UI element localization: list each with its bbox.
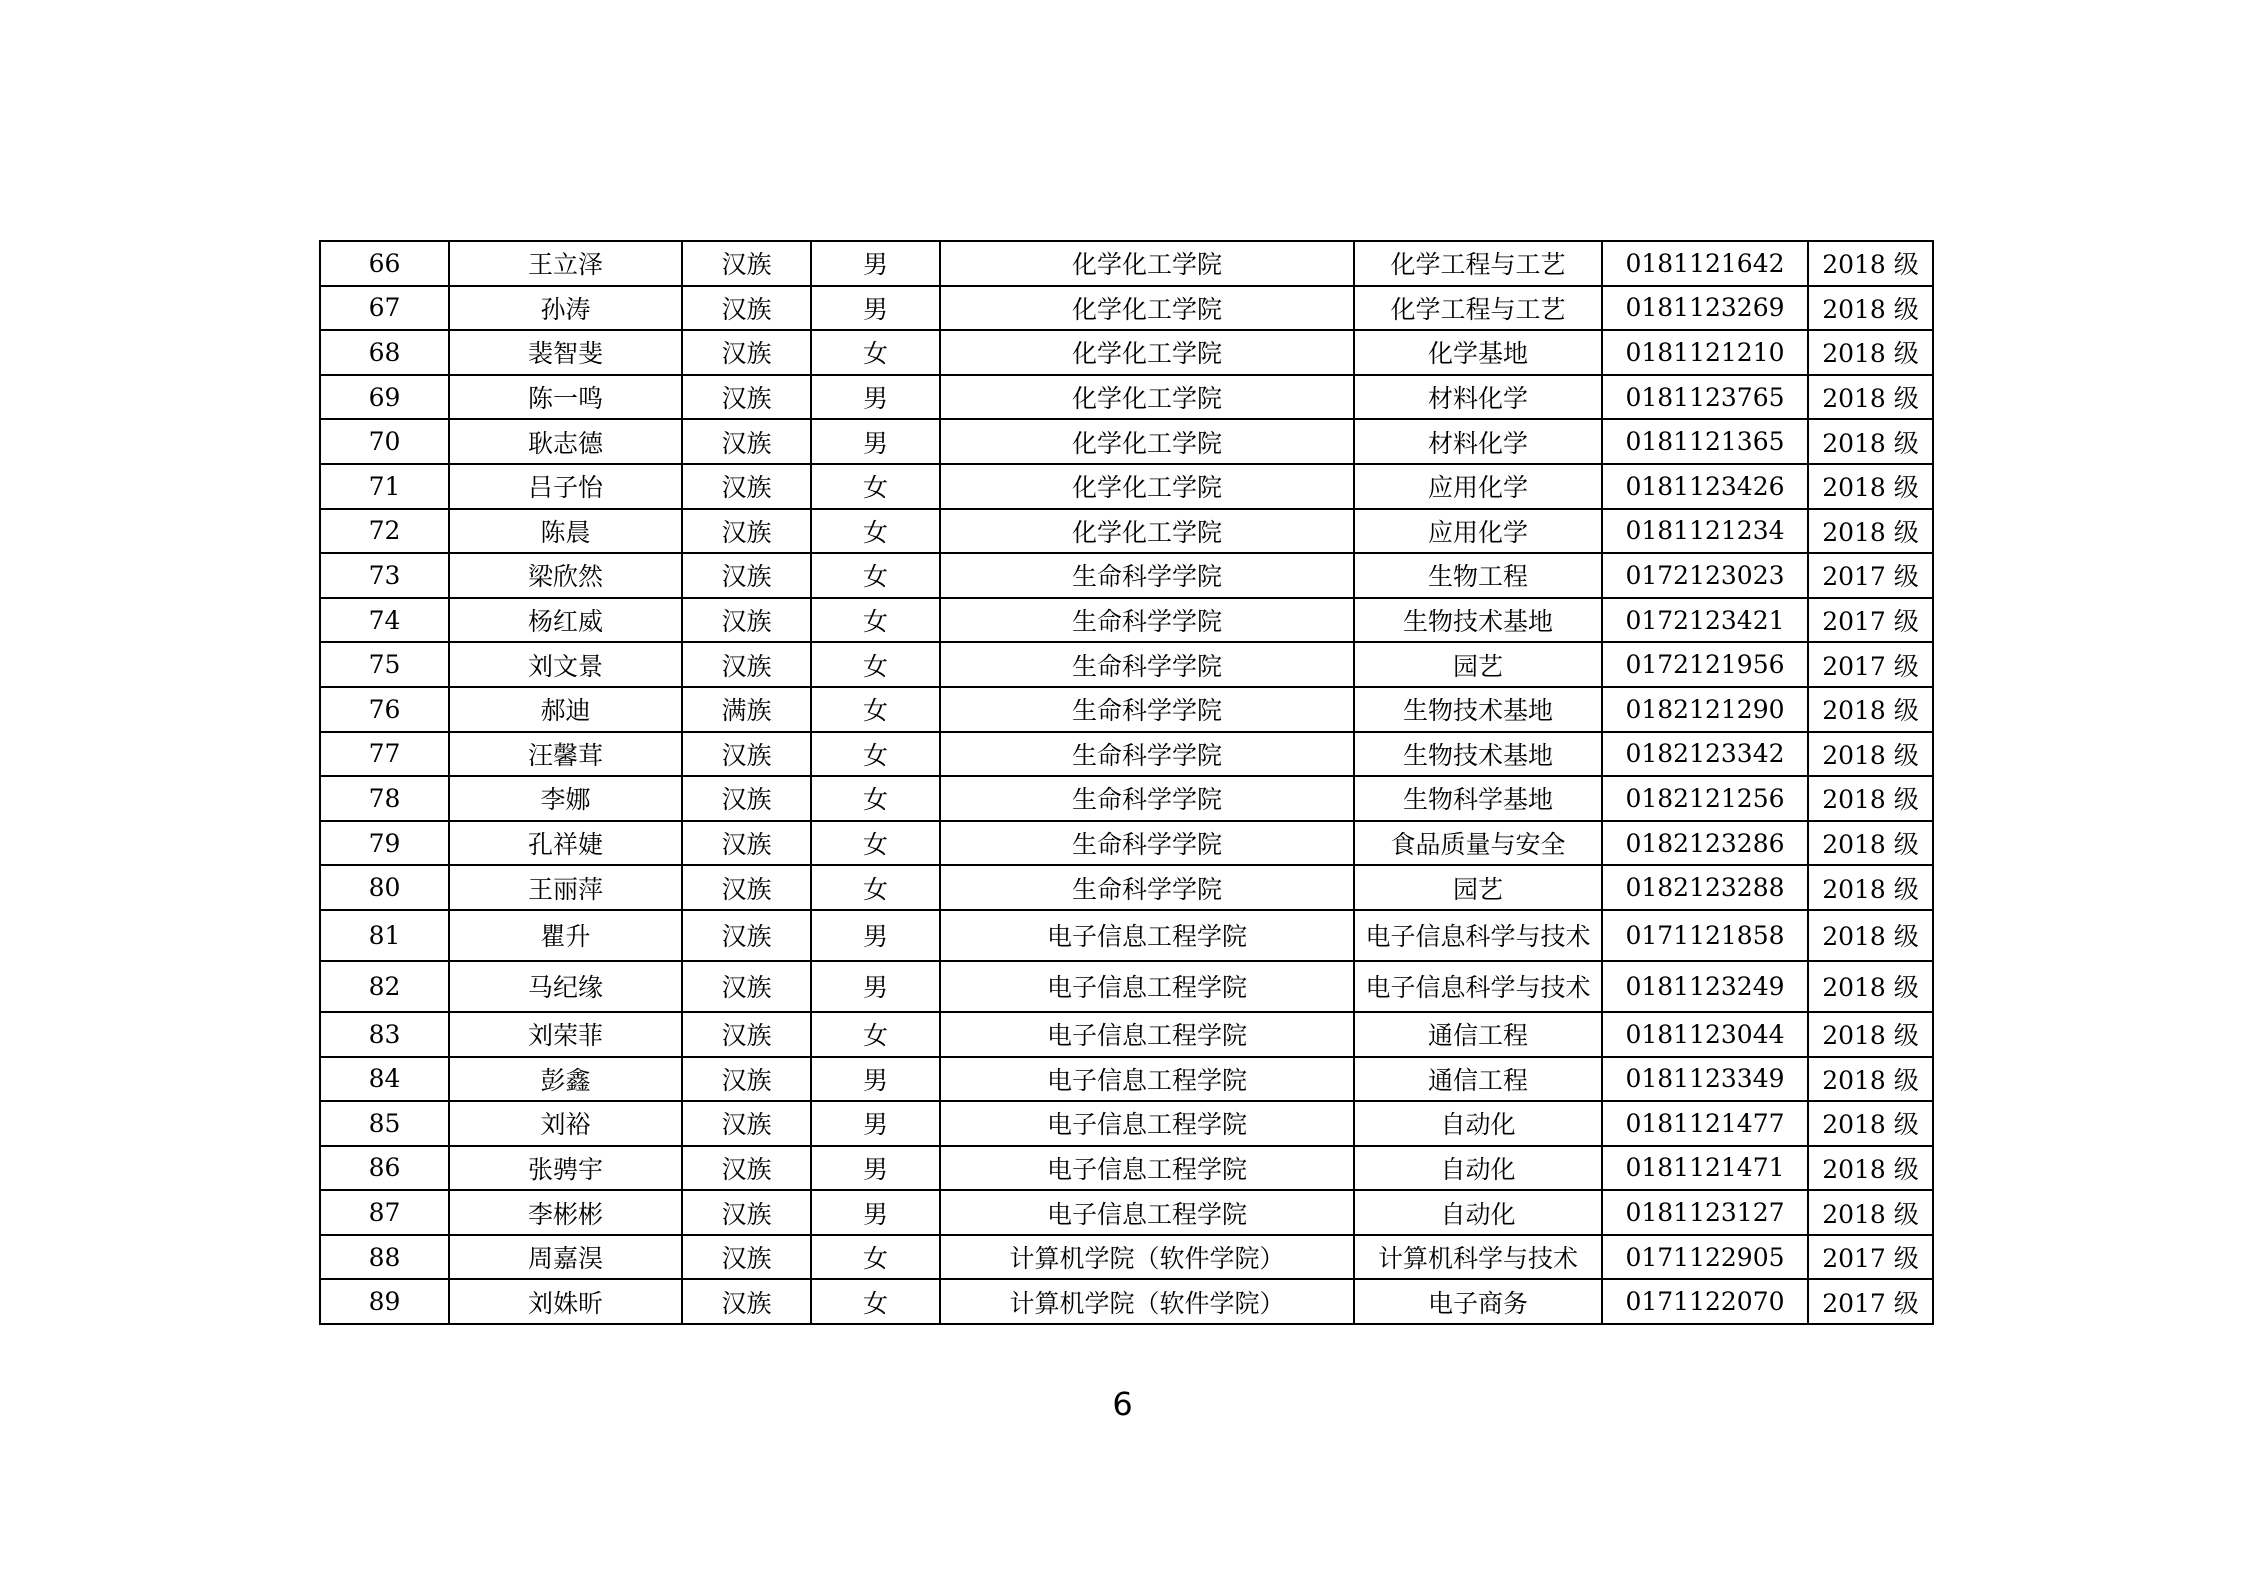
cell-name: 陈一鸣: [449, 375, 682, 420]
table-row: [320, 1101, 1933, 1146]
cell-student-id: 0182121290: [1602, 687, 1808, 732]
table-row: [320, 464, 1933, 509]
cell-college: 生命科学学院: [940, 732, 1354, 777]
cell-number: 88: [320, 1235, 449, 1280]
table-row: [320, 1146, 1933, 1191]
cell-gender: 男: [811, 241, 940, 286]
cell-name: 汪馨茸: [449, 732, 682, 777]
cell-name: 彭鑫: [449, 1057, 682, 1102]
cell-student-id: 0181123349: [1602, 1057, 1808, 1102]
cell-student-id: 0181123269: [1602, 286, 1808, 331]
cell-gender: 女: [811, 509, 940, 554]
cell-ethnicity: 汉族: [682, 1057, 811, 1102]
cell-college: 化学化工学院: [940, 419, 1354, 464]
cell-ethnicity: 汉族: [682, 961, 811, 1012]
cell-ethnicity: 汉族: [682, 1012, 811, 1057]
cell-college: 化学化工学院: [940, 241, 1354, 286]
cell-ethnicity: 汉族: [682, 910, 811, 961]
cell-ethnicity: 汉族: [682, 1146, 811, 1191]
cell-ethnicity: 汉族: [682, 598, 811, 643]
cell-student-id: 0182123286: [1602, 821, 1808, 866]
cell-college: 电子信息工程学院: [940, 961, 1354, 1012]
cell-gender: 女: [811, 330, 940, 375]
cell-major: 生物科学基地: [1354, 776, 1602, 821]
cell-major: 应用化学: [1354, 509, 1602, 554]
cell-student-id: 0181121471: [1602, 1146, 1808, 1191]
cell-student-id: 0171122905: [1602, 1235, 1808, 1280]
cell-college: 生命科学学院: [940, 821, 1354, 866]
cell-name: 陈晨: [449, 509, 682, 554]
cell-major: 食品质量与安全: [1354, 821, 1602, 866]
cell-grade: 2017 级: [1808, 598, 1933, 643]
cell-student-id: 0172123023: [1602, 553, 1808, 598]
cell-grade: 2018 级: [1808, 821, 1933, 866]
cell-college: 电子信息工程学院: [940, 1101, 1354, 1146]
table-row: [320, 286, 1933, 331]
cell-college: 计算机学院（软件学院）: [940, 1279, 1354, 1324]
cell-name: 孙涛: [449, 286, 682, 331]
cell-major: 生物技术基地: [1354, 598, 1602, 643]
cell-college: 化学化工学院: [940, 375, 1354, 420]
cell-major: 自动化: [1354, 1101, 1602, 1146]
cell-ethnicity: 汉族: [682, 553, 811, 598]
cell-college: 生命科学学院: [940, 598, 1354, 643]
table-row: [320, 687, 1933, 732]
table-row: [320, 1057, 1933, 1102]
cell-major: 生物技术基地: [1354, 732, 1602, 777]
cell-ethnicity: 汉族: [682, 821, 811, 866]
cell-grade: 2018 级: [1808, 1057, 1933, 1102]
cell-number: 71: [320, 464, 449, 509]
cell-major: 园艺: [1354, 642, 1602, 687]
cell-number: 67: [320, 286, 449, 331]
cell-name: 马纪缘: [449, 961, 682, 1012]
cell-grade: 2018 级: [1808, 330, 1933, 375]
cell-gender: 女: [811, 821, 940, 866]
cell-ethnicity: 汉族: [682, 419, 811, 464]
cell-ethnicity: 汉族: [682, 1279, 811, 1324]
cell-grade: 2018 级: [1808, 961, 1933, 1012]
cell-number: 70: [320, 419, 449, 464]
cell-student-id: 0181121477: [1602, 1101, 1808, 1146]
cell-college: 电子信息工程学院: [940, 1190, 1354, 1235]
cell-name: 周嘉淏: [449, 1235, 682, 1280]
cell-major: 电子信息科学与技术: [1354, 910, 1602, 961]
cell-grade: 2018 级: [1808, 910, 1933, 961]
cell-major: 生物工程: [1354, 553, 1602, 598]
cell-name: 张骋宇: [449, 1146, 682, 1191]
cell-gender: 女: [811, 1012, 940, 1057]
cell-grade: 2018 级: [1808, 1190, 1933, 1235]
cell-college: 电子信息工程学院: [940, 1012, 1354, 1057]
cell-number: 87: [320, 1190, 449, 1235]
cell-ethnicity: 汉族: [682, 464, 811, 509]
cell-number: 66: [320, 241, 449, 286]
cell-student-id: 0181123044: [1602, 1012, 1808, 1057]
cell-gender: 女: [811, 464, 940, 509]
cell-ethnicity: 汉族: [682, 330, 811, 375]
cell-gender: 女: [811, 1279, 940, 1324]
cell-major: 计算机科学与技术: [1354, 1235, 1602, 1280]
cell-number: 83: [320, 1012, 449, 1057]
cell-college: 电子信息工程学院: [940, 910, 1354, 961]
cell-major: 生物技术基地: [1354, 687, 1602, 732]
cell-name: 瞿升: [449, 910, 682, 961]
cell-grade: 2018 级: [1808, 241, 1933, 286]
cell-number: 74: [320, 598, 449, 643]
cell-number: 80: [320, 865, 449, 910]
cell-grade: 2018 级: [1808, 776, 1933, 821]
table-row: [320, 241, 1933, 286]
cell-gender: 男: [811, 1057, 940, 1102]
cell-college: 电子信息工程学院: [940, 1057, 1354, 1102]
cell-gender: 女: [811, 732, 940, 777]
table-row: [320, 330, 1933, 375]
cell-ethnicity: 汉族: [682, 286, 811, 331]
cell-grade: 2018 级: [1808, 1012, 1933, 1057]
cell-name: 王丽萍: [449, 865, 682, 910]
cell-number: 77: [320, 732, 449, 777]
cell-number: 81: [320, 910, 449, 961]
cell-number: 68: [320, 330, 449, 375]
cell-college: 化学化工学院: [940, 286, 1354, 331]
cell-grade: 2017 级: [1808, 642, 1933, 687]
cell-college: 化学化工学院: [940, 509, 1354, 554]
cell-major: 电子商务: [1354, 1279, 1602, 1324]
table-row: [320, 509, 1933, 554]
table-row: [320, 1235, 1933, 1280]
student-roster-table: [319, 240, 1934, 1325]
table-row: [320, 598, 1933, 643]
cell-major: 材料化学: [1354, 419, 1602, 464]
cell-student-id: 0182123342: [1602, 732, 1808, 777]
cell-college: 生命科学学院: [940, 776, 1354, 821]
cell-grade: 2017 级: [1808, 1235, 1933, 1280]
cell-student-id: 0171122070: [1602, 1279, 1808, 1324]
cell-name: 刘裕: [449, 1101, 682, 1146]
table-row: [320, 1190, 1933, 1235]
cell-student-id: 0181121210: [1602, 330, 1808, 375]
cell-name: 孔祥婕: [449, 821, 682, 866]
cell-number: 86: [320, 1146, 449, 1191]
cell-gender: 男: [811, 375, 940, 420]
cell-student-id: 0181123249: [1602, 961, 1808, 1012]
cell-grade: 2018 级: [1808, 732, 1933, 777]
table-row: [320, 375, 1933, 420]
cell-name: 刘姝昕: [449, 1279, 682, 1324]
table-row: [320, 1279, 1933, 1324]
cell-gender: 男: [811, 961, 940, 1012]
cell-name: 梁欣然: [449, 553, 682, 598]
cell-student-id: 0181123765: [1602, 375, 1808, 420]
cell-student-id: 0181121365: [1602, 419, 1808, 464]
cell-gender: 女: [811, 642, 940, 687]
cell-grade: 2018 级: [1808, 1101, 1933, 1146]
cell-gender: 男: [811, 1146, 940, 1191]
cell-number: 84: [320, 1057, 449, 1102]
table-row: [320, 553, 1933, 598]
cell-student-id: 0181121642: [1602, 241, 1808, 286]
cell-grade: 2018 级: [1808, 509, 1933, 554]
cell-major: 材料化学: [1354, 375, 1602, 420]
cell-college: 生命科学学院: [940, 642, 1354, 687]
cell-ethnicity: 汉族: [682, 1235, 811, 1280]
cell-student-id: 0182121256: [1602, 776, 1808, 821]
cell-college: 生命科学学院: [940, 553, 1354, 598]
cell-grade: 2018 级: [1808, 286, 1933, 331]
cell-grade: 2017 级: [1808, 1279, 1933, 1324]
cell-college: 计算机学院（软件学院）: [940, 1235, 1354, 1280]
table-row: [320, 910, 1933, 961]
cell-gender: 男: [811, 286, 940, 331]
cell-name: 李娜: [449, 776, 682, 821]
cell-college: 化学化工学院: [940, 464, 1354, 509]
cell-grade: 2018 级: [1808, 1146, 1933, 1191]
cell-number: 79: [320, 821, 449, 866]
cell-college: 生命科学学院: [940, 687, 1354, 732]
table-row: [320, 419, 1933, 464]
cell-student-id: 0181121234: [1602, 509, 1808, 554]
cell-college: 电子信息工程学院: [940, 1146, 1354, 1191]
cell-major: 通信工程: [1354, 1057, 1602, 1102]
cell-major: 自动化: [1354, 1146, 1602, 1191]
cell-gender: 女: [811, 553, 940, 598]
cell-name: 吕子怡: [449, 464, 682, 509]
cell-gender: 女: [811, 776, 940, 821]
cell-student-id: 0181123127: [1602, 1190, 1808, 1235]
cell-college: 化学化工学院: [940, 330, 1354, 375]
cell-gender: 男: [811, 1101, 940, 1146]
table-row: [320, 732, 1933, 777]
cell-gender: 男: [811, 1190, 940, 1235]
cell-grade: 2018 级: [1808, 419, 1933, 464]
cell-name: 耿志德: [449, 419, 682, 464]
table-row: [320, 776, 1933, 821]
cell-gender: 男: [811, 419, 940, 464]
cell-major: 自动化: [1354, 1190, 1602, 1235]
cell-number: 75: [320, 642, 449, 687]
cell-gender: 女: [811, 865, 940, 910]
cell-number: 82: [320, 961, 449, 1012]
cell-gender: 女: [811, 598, 940, 643]
cell-name: 刘文景: [449, 642, 682, 687]
cell-major: 通信工程: [1354, 1012, 1602, 1057]
cell-major: 应用化学: [1354, 464, 1602, 509]
cell-student-id: 0172123421: [1602, 598, 1808, 643]
cell-number: 85: [320, 1101, 449, 1146]
cell-number: 72: [320, 509, 449, 554]
cell-student-id: 0172121956: [1602, 642, 1808, 687]
cell-major: 园艺: [1354, 865, 1602, 910]
cell-name: 王立泽: [449, 241, 682, 286]
cell-name: 杨红威: [449, 598, 682, 643]
cell-grade: 2018 级: [1808, 687, 1933, 732]
cell-ethnicity: 汉族: [682, 865, 811, 910]
cell-number: 73: [320, 553, 449, 598]
table-row: [320, 642, 1933, 687]
cell-ethnicity: 汉族: [682, 776, 811, 821]
cell-ethnicity: 汉族: [682, 241, 811, 286]
table-row: [320, 1012, 1933, 1057]
cell-ethnicity: 汉族: [682, 1101, 811, 1146]
page-number: 6: [1112, 1385, 1133, 1423]
cell-major: 化学基地: [1354, 330, 1602, 375]
table-row: [320, 961, 1933, 1012]
cell-major: 化学工程与工艺: [1354, 286, 1602, 331]
cell-name: 李彬彬: [449, 1190, 682, 1235]
cell-grade: 2017 级: [1808, 553, 1933, 598]
cell-ethnicity: 汉族: [682, 375, 811, 420]
cell-grade: 2018 级: [1808, 375, 1933, 420]
cell-number: 69: [320, 375, 449, 420]
roster-body: [320, 241, 1933, 1324]
cell-gender: 女: [811, 1235, 940, 1280]
table-row: [320, 821, 1933, 866]
cell-name: 裴智斐: [449, 330, 682, 375]
cell-major: 化学工程与工艺: [1354, 241, 1602, 286]
cell-ethnicity: 汉族: [682, 509, 811, 554]
cell-grade: 2018 级: [1808, 865, 1933, 910]
cell-student-id: 0181123426: [1602, 464, 1808, 509]
cell-number: 78: [320, 776, 449, 821]
cell-grade: 2018 级: [1808, 464, 1933, 509]
cell-ethnicity: 汉族: [682, 642, 811, 687]
cell-student-id: 0171121858: [1602, 910, 1808, 961]
cell-ethnicity: 汉族: [682, 732, 811, 777]
cell-ethnicity: 汉族: [682, 1190, 811, 1235]
cell-name: 郝迪: [449, 687, 682, 732]
cell-major: 电子信息科学与技术: [1354, 961, 1602, 1012]
cell-college: 生命科学学院: [940, 865, 1354, 910]
cell-gender: 男: [811, 910, 940, 961]
cell-name: 刘荣菲: [449, 1012, 682, 1057]
table-row: [320, 865, 1933, 910]
cell-number: 76: [320, 687, 449, 732]
cell-gender: 女: [811, 687, 940, 732]
cell-ethnicity: 满族: [682, 687, 811, 732]
cell-number: 89: [320, 1279, 449, 1324]
cell-student-id: 0182123288: [1602, 865, 1808, 910]
